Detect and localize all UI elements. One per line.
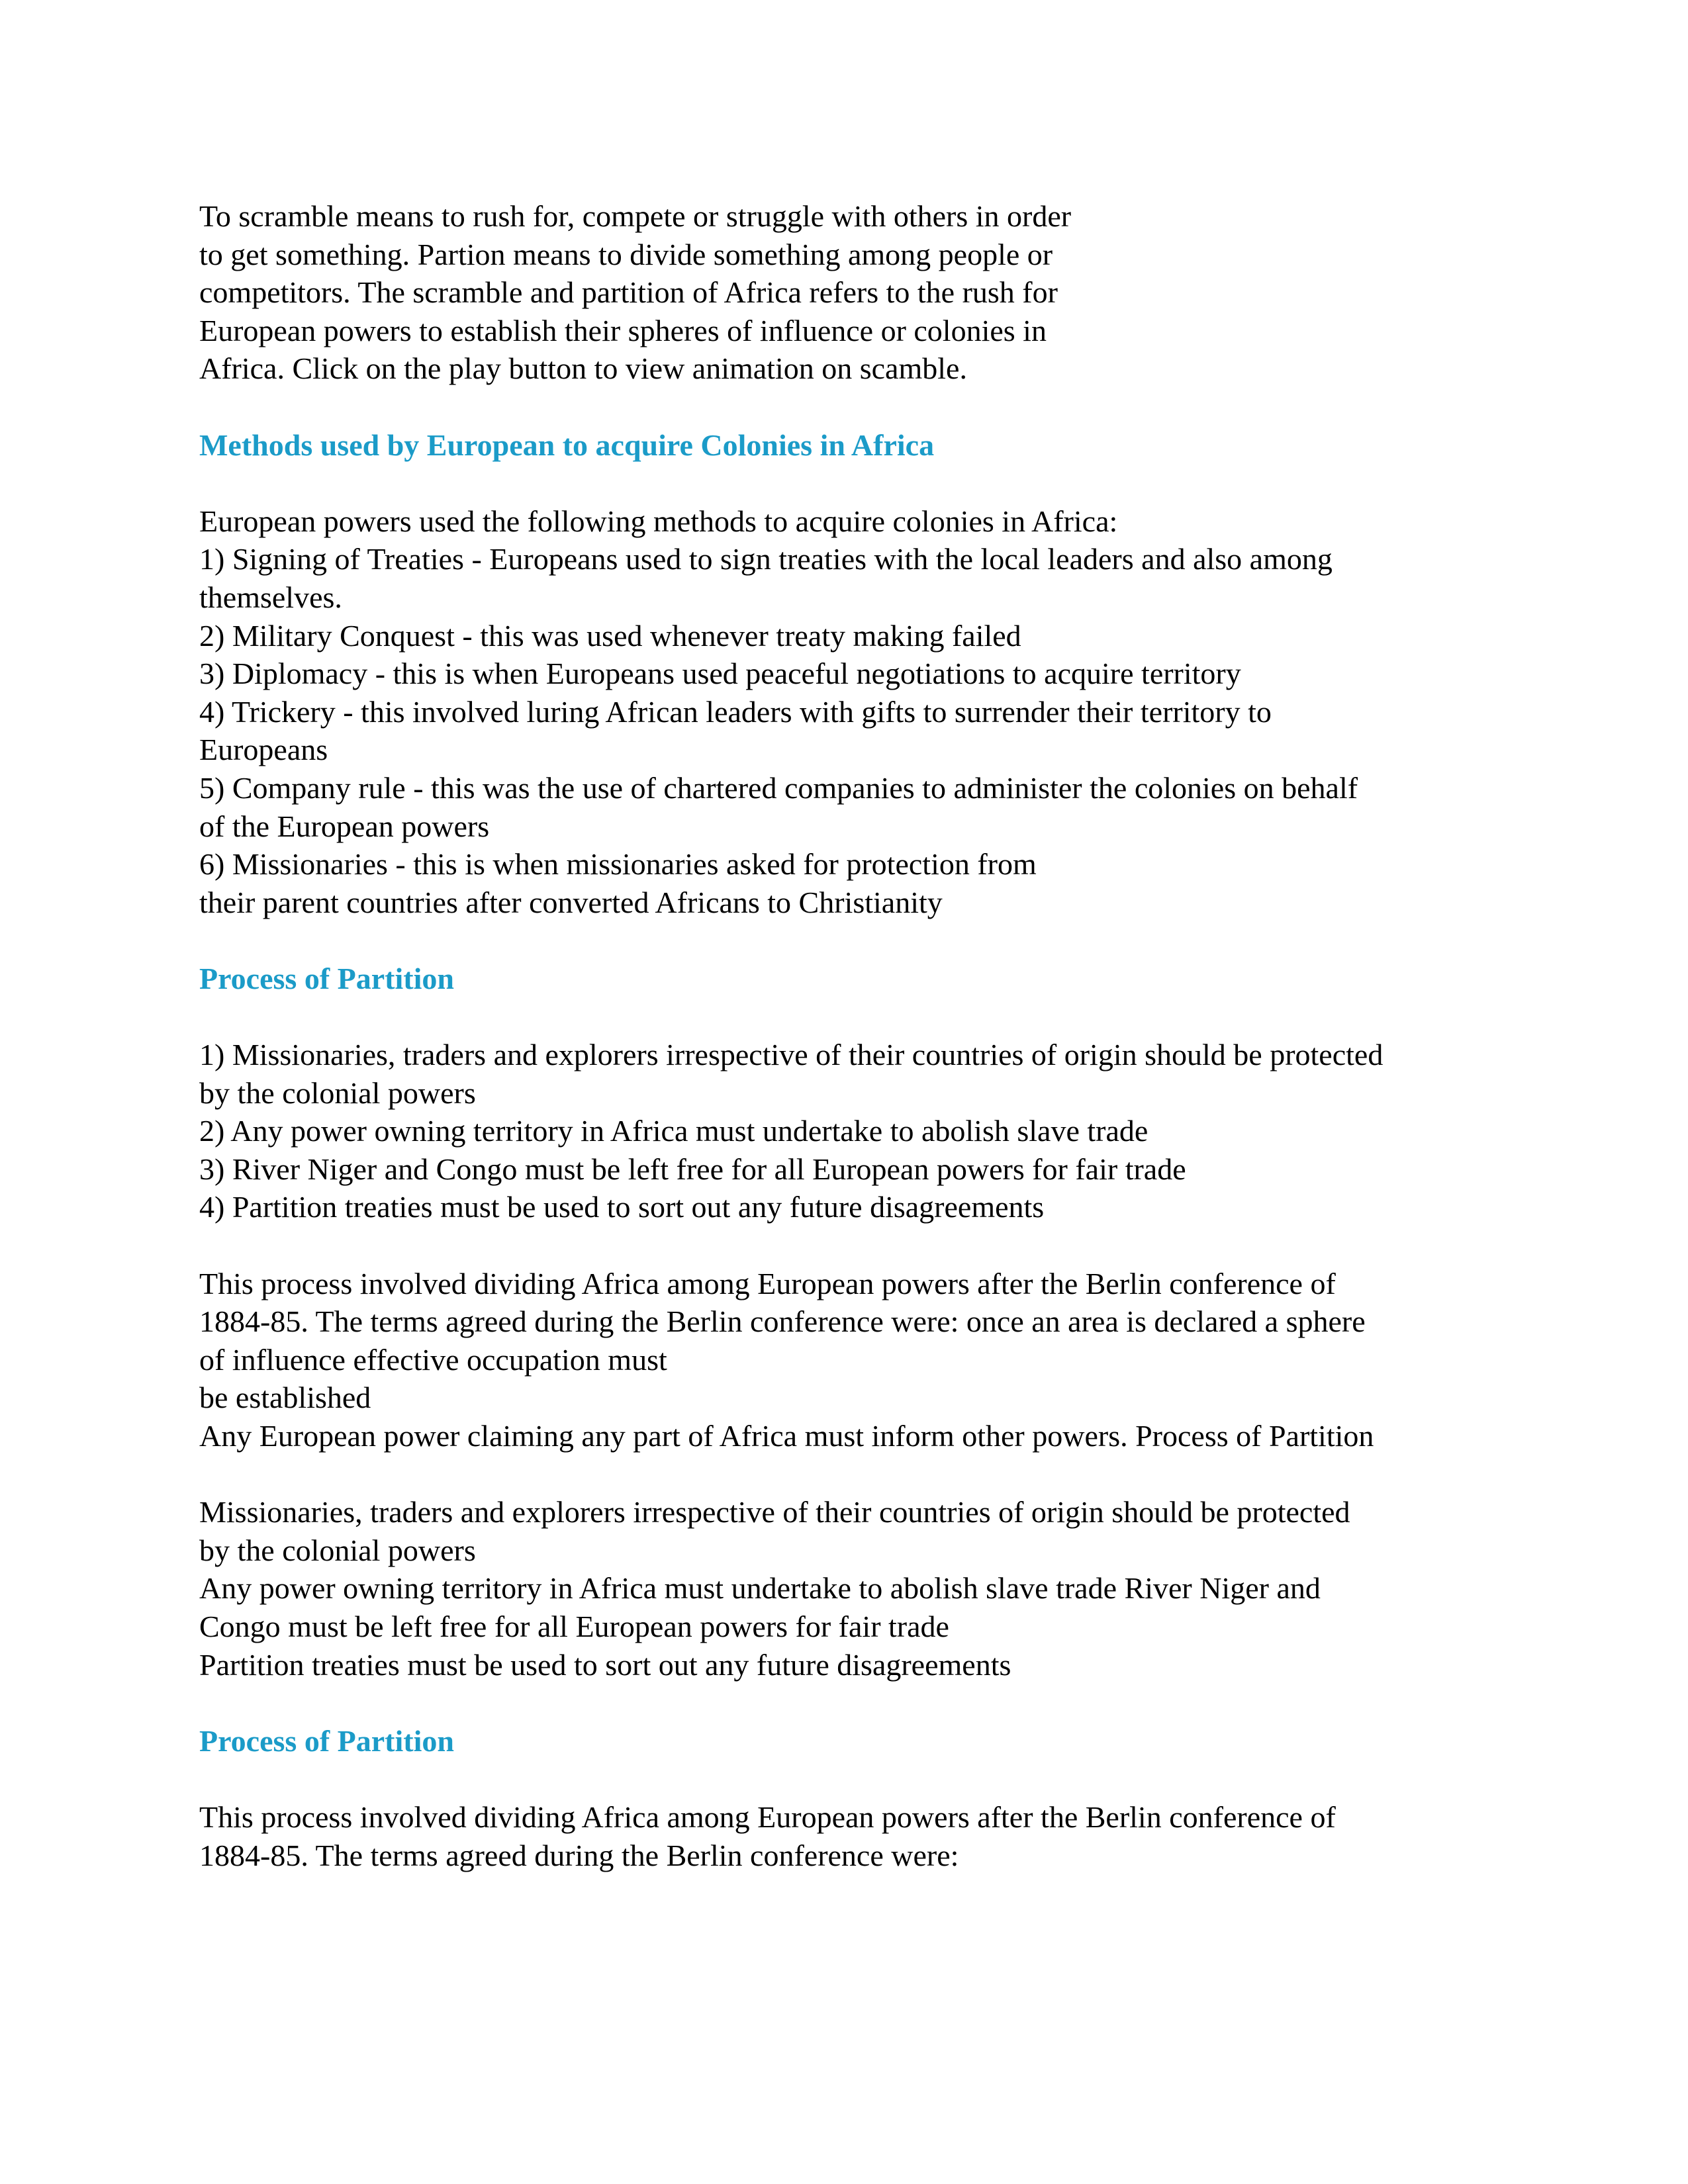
text-line: European powers to establish their spheres of influence or colonies in xyxy=(199,313,1047,347)
text-line: 1) Missionaries, traders and explorers irrespective of their countries of origin should be protected xyxy=(199,1038,1383,1072)
text-line: 3) Diplomacy - this is when Europeans used peaceful negotiations to acquire territory xyxy=(199,657,1241,691)
text-line: of influence effective occupation must xyxy=(199,1342,667,1377)
text-line: Any power owning territory in Africa must undertake to abolish slave trade River Niger and xyxy=(199,1571,1321,1606)
text-line: by the colonial powers xyxy=(199,1075,476,1110)
text-line: Europeans xyxy=(199,733,328,767)
text-line: 2) Military Conquest - this was used whenever treaty making failed xyxy=(199,618,1021,653)
text-line: 1) Signing of Treaties - Europeans used to sign treaties with the local leaders and also among xyxy=(199,542,1333,576)
methods-list xyxy=(199,502,1523,922)
text-line: 5) Company rule - this was the use of chartered companies to administer the colonies on behalf xyxy=(199,770,1358,805)
methods-heading: Methods used by European to acquire Colonies in Africa xyxy=(199,428,935,462)
text-line: This process involved dividing Africa among European powers after the Berlin conference of xyxy=(199,1799,1336,1834)
text-line: by the colonial powers xyxy=(199,1533,476,1567)
partition-heading-2: Process of Partition xyxy=(199,1723,454,1758)
text-line: This process involved dividing Africa among European powers after the Berlin conference of xyxy=(199,1266,1336,1300)
partition-heading-1: Process of Partition xyxy=(199,961,454,995)
text-line: 2) Any power owning territory in Africa must undertake to abolish slave trade xyxy=(199,1114,1149,1148)
text-line: of the European powers xyxy=(199,809,490,843)
text-line: 6) Missionaries - this is when missionaries asked for protection from xyxy=(199,847,1037,882)
text-line: competitors. The scramble and partition of Africa refers to the rush for xyxy=(199,275,1058,310)
text-line: themselves. xyxy=(199,580,342,614)
text-line: 1884-85. The terms agreed during the Berlin conference were: xyxy=(199,1838,959,1872)
text-line: 3) River Niger and Congo must be left free for all European powers for fair trade xyxy=(199,1152,1186,1186)
partition-paragraph-3 xyxy=(199,1798,1523,1874)
partition-terms-list xyxy=(199,1036,1523,1226)
partition-paragraph-2 xyxy=(199,1493,1523,1684)
text-line: Any European power claiming any part of Africa must inform other powers. Process of Partition xyxy=(199,1419,1374,1453)
text-line: Congo must be left free for all European powers for fair trade xyxy=(199,1609,949,1643)
text-line: European powers used the following methods to acquire colonies in Africa: xyxy=(199,504,1118,538)
text-line: to get something. Partion means to divide something among people or xyxy=(199,237,1053,271)
text-line: 4) Partition treaties must be used to sort out any future disagreements xyxy=(199,1190,1045,1224)
document-page xyxy=(199,197,1523,1874)
text-line: Partition treaties must be used to sort out any future disagreements xyxy=(199,1647,1011,1682)
text-line: 4) Trickery - this involved luring African leaders with gifts to surrender their territory to xyxy=(199,694,1272,729)
text-line: Missionaries, traders and explorers irrespective of their countries of origin should be protected xyxy=(199,1495,1350,1529)
text-line: be established xyxy=(199,1381,371,1415)
partition-paragraph xyxy=(199,1265,1523,1455)
text-line: 1884-85. The terms agreed during the Berlin conference were: once an area is declared a sphere xyxy=(199,1304,1366,1339)
intro-paragraph xyxy=(199,197,1523,388)
text-line: Africa. Click on the play button to view animation on scamble. xyxy=(199,351,967,386)
text-line: their parent countries after converted Africans to Christianity xyxy=(199,885,943,919)
text-line: To scramble means to rush for, compete or struggle with others in order xyxy=(199,199,1072,233)
